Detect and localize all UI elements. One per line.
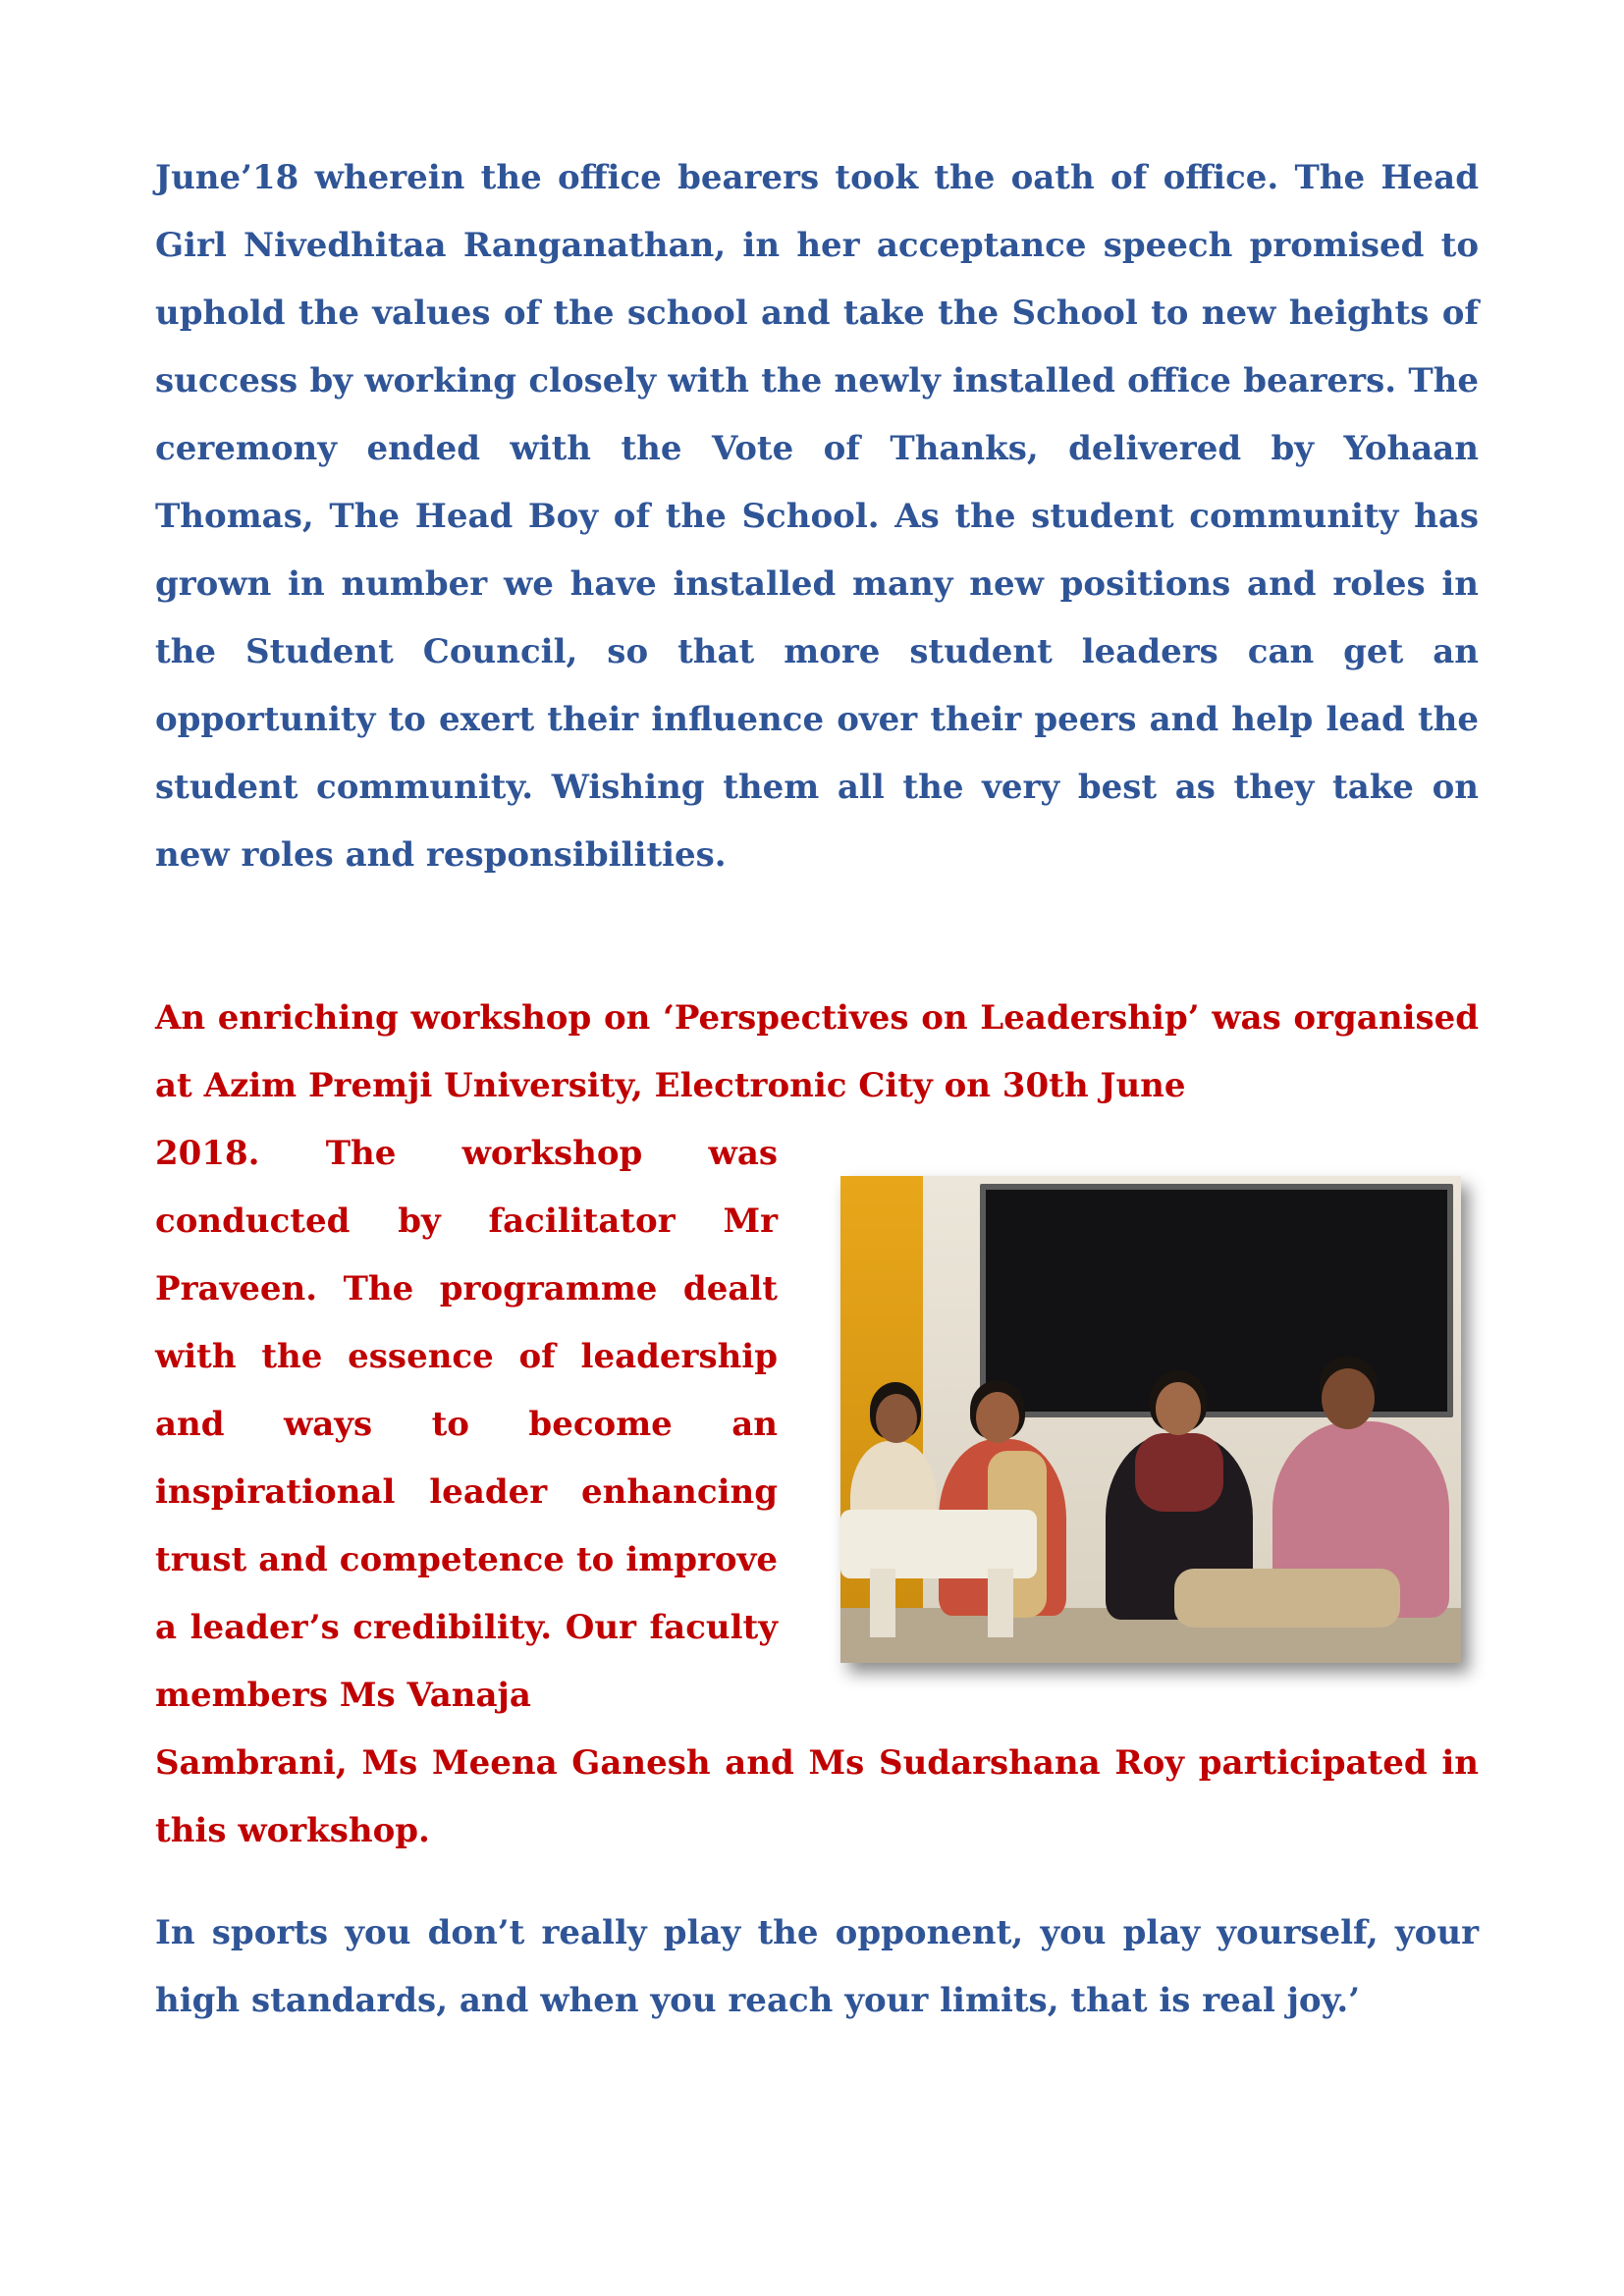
- table-leg: [988, 1569, 1013, 1637]
- person-3-head: [1156, 1382, 1201, 1435]
- person-3-dupatta: [1135, 1433, 1223, 1512]
- blackboard: [980, 1184, 1453, 1417]
- table-leg: [870, 1569, 895, 1637]
- person-4-head: [1322, 1368, 1375, 1429]
- workshop-paragraph-closing: Sambrani, Ms Meena Ganesh and Ms Sudarshana Roy participated in this workshop.: [155, 1743, 1479, 1850]
- workshop-paragraph-intro: An enriching workshop on ‘Perspectives on Leadership’ was organised at Azim Premji University, Electronic City on 30th June: [155, 998, 1479, 1105]
- person-1-head: [876, 1394, 917, 1443]
- student-council-paragraph: June’18 wherein the office bearers took the oath of office. The Head Girl Nivedhitaa Ranganathan, in her acceptance speech promised to uphold the values of the school and take the School to new heights of success by working closely with the newly installed office bearers. The ceremony ended with the Vote of Thanks, delivered by Yohaan Thomas, The Head Boy of the School. As the student community has grown in number we have installed many new positions and roles in the Student Council, so that more student leaders can get an opportunity to exert their influence over their peers and help lead the student community. Wishing them all the very best as they take on new roles and responsibilities.: [155, 158, 1479, 875]
- workshop-paragraph-wrapped: 2018. The workshop was conducted by facilitator Mr Praveen. The programme dealt with the essence of leadership and ways to become an inspirational leader enhancing trust and competence to improve a leader’s credibility. Our faculty members Ms Vanaja: [155, 1134, 778, 1715]
- sports-quote-paragraph: In sports you don’t really play the opponent, you play yourself, your high standards, and when you reach your limits, that is real joy.’: [155, 1913, 1479, 2020]
- person-2-head: [976, 1392, 1019, 1443]
- workshop-group-photo: [840, 1176, 1461, 1663]
- person-4-trousers: [1174, 1569, 1400, 1628]
